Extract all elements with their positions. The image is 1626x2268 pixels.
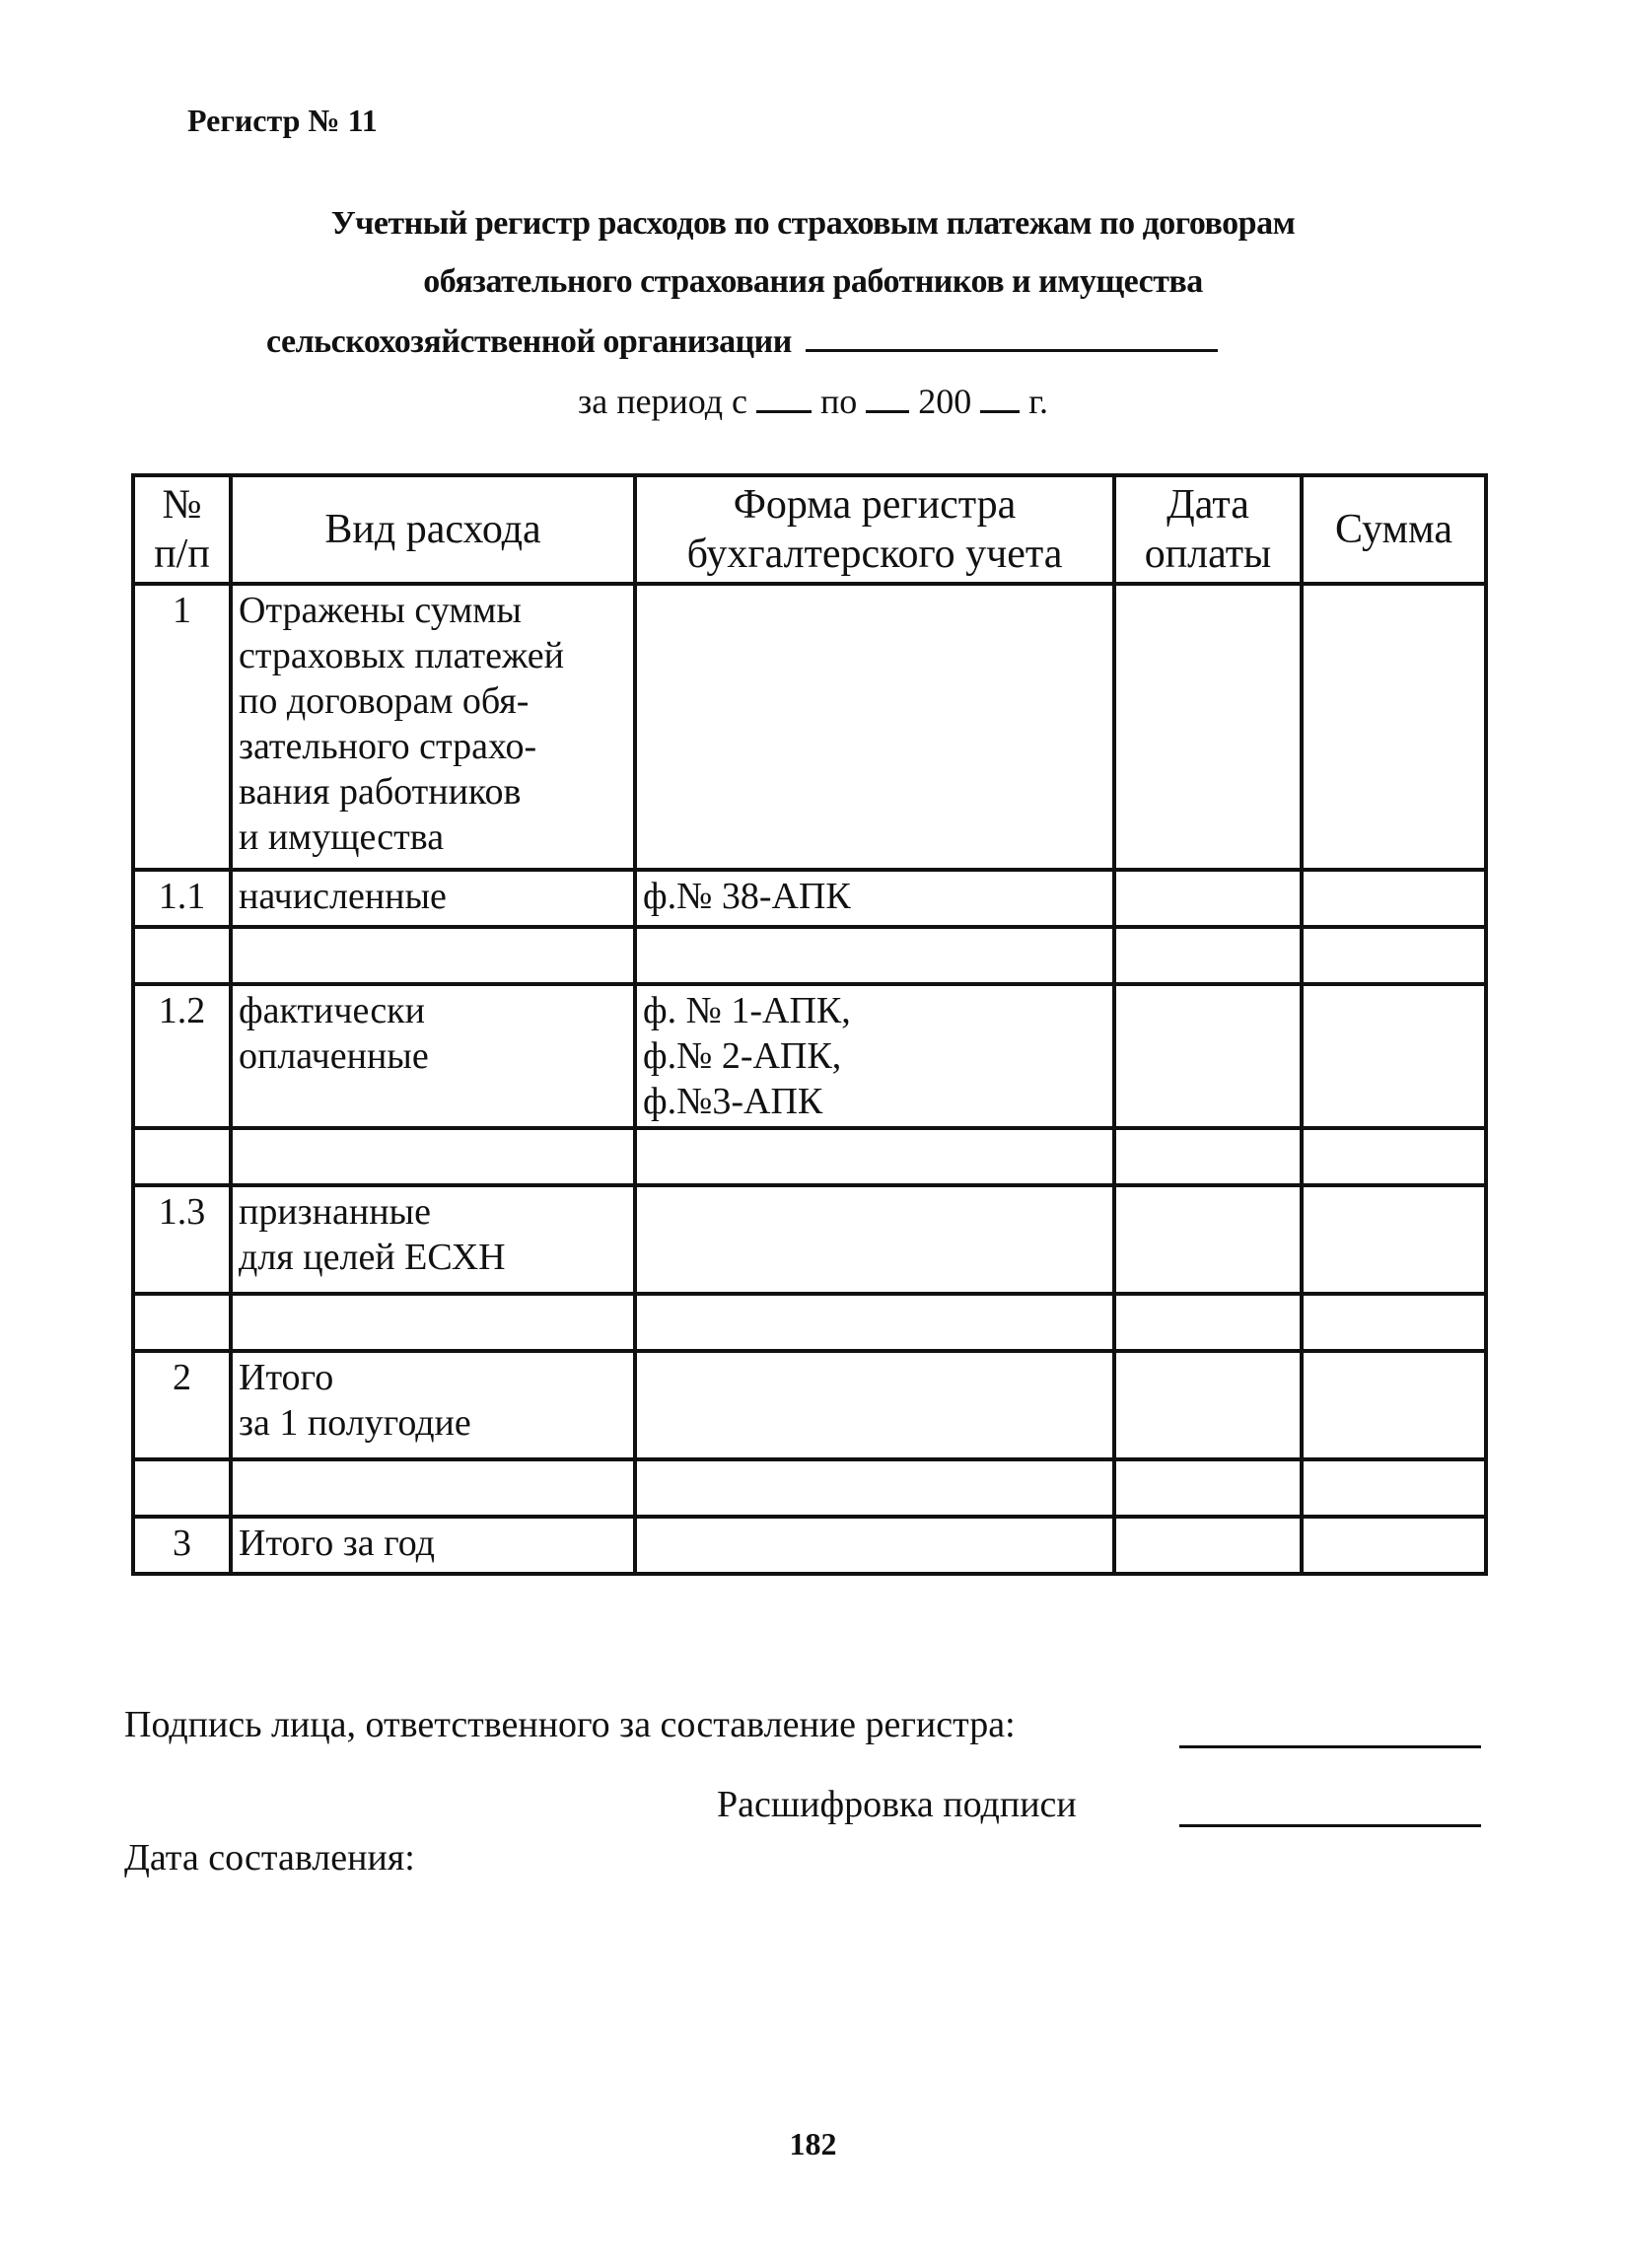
row-num[interactable] — [133, 1459, 231, 1517]
organization-blank[interactable] — [806, 321, 1218, 352]
row-type[interactable] — [231, 927, 635, 984]
row-num: 1.3 — [133, 1185, 231, 1294]
row-form[interactable] — [635, 927, 1114, 984]
row-num: 1.2 — [133, 984, 231, 1128]
row-date[interactable] — [1114, 984, 1302, 1128]
title-line-1: Учетный регистр расходов по страховым платежам по договорам — [330, 205, 1296, 242]
title-line-2: обязательного страхования работников и имущества — [423, 263, 1203, 300]
table-row — [133, 870, 1486, 927]
row-date[interactable] — [1114, 1185, 1302, 1294]
table-row-empty — [133, 1459, 1486, 1517]
row-num: 1 — [133, 584, 231, 870]
table-row-empty — [133, 1294, 1486, 1351]
row-num: 1.1 — [133, 870, 231, 927]
period-year-prefix: 200 — [918, 382, 972, 421]
col-header-type: Вид расхода — [231, 475, 635, 584]
row-sum[interactable] — [1302, 584, 1486, 870]
row-form: ф. № 1-АПК, ф.№ 2-АПК, ф.№3-АПК — [635, 984, 1114, 1128]
row-num[interactable] — [133, 927, 231, 984]
period-year-blank[interactable] — [980, 385, 1020, 413]
period-year-suffix: г. — [1028, 382, 1048, 421]
row-type: Итого за год — [231, 1517, 635, 1574]
row-num: 2 — [133, 1351, 231, 1459]
col-header-num: № п/п — [133, 475, 231, 584]
row-type: Итого за 1 полугодие — [231, 1351, 635, 1459]
period-from-blank[interactable] — [756, 385, 812, 413]
row-date[interactable] — [1114, 1351, 1302, 1459]
row-form[interactable] — [635, 1128, 1114, 1185]
row-date[interactable] — [1114, 1517, 1302, 1574]
row-sum[interactable] — [1302, 1128, 1486, 1185]
period-to-label: по — [819, 382, 858, 421]
row-sum[interactable] — [1302, 870, 1486, 927]
row-date[interactable] — [1114, 1459, 1302, 1517]
period-line — [0, 381, 1626, 422]
row-form[interactable] — [635, 584, 1114, 870]
table-row — [133, 584, 1486, 870]
page-number: 182 — [789, 2126, 837, 2162]
table-header-row — [133, 475, 1486, 584]
table-row-empty — [133, 1128, 1486, 1185]
row-sum[interactable] — [1302, 1185, 1486, 1294]
organization-label: сельскохозяйственной организации — [266, 323, 792, 360]
col-header-sum: Сумма — [1302, 475, 1486, 584]
row-sum[interactable] — [1302, 1351, 1486, 1459]
row-form[interactable] — [635, 1517, 1114, 1574]
row-type[interactable] — [231, 1459, 635, 1517]
row-num[interactable] — [133, 1294, 231, 1351]
row-form[interactable] — [635, 1351, 1114, 1459]
table-row-empty — [133, 927, 1486, 984]
row-date[interactable] — [1114, 584, 1302, 870]
register-label: Регистр № 11 — [187, 103, 378, 138]
signature-decode-line[interactable] — [1179, 1824, 1481, 1827]
row-num[interactable] — [133, 1128, 231, 1185]
row-sum[interactable] — [1302, 1517, 1486, 1574]
table-row — [133, 984, 1486, 1128]
signature-line[interactable] — [1179, 1745, 1481, 1748]
col-header-date: Дата оплаты — [1114, 475, 1302, 584]
table-row — [133, 1185, 1486, 1294]
row-type: начисленные — [231, 870, 635, 927]
register-table — [131, 473, 1488, 1576]
row-sum[interactable] — [1302, 1294, 1486, 1351]
row-date[interactable] — [1114, 1128, 1302, 1185]
row-type[interactable] — [231, 1294, 635, 1351]
row-form[interactable] — [635, 1294, 1114, 1351]
row-date[interactable] — [1114, 927, 1302, 984]
period-to-blank[interactable] — [866, 385, 909, 413]
row-sum[interactable] — [1302, 984, 1486, 1128]
signature-decode-label: Расшифровка подписи — [717, 1784, 1077, 1825]
table-row — [133, 1351, 1486, 1459]
row-type: фактически оплаченные — [231, 984, 635, 1128]
row-num: 3 — [133, 1517, 231, 1574]
row-form[interactable] — [635, 1185, 1114, 1294]
table-row — [133, 1517, 1486, 1574]
row-sum[interactable] — [1302, 927, 1486, 984]
row-type[interactable] — [231, 1128, 635, 1185]
row-date[interactable] — [1114, 870, 1302, 927]
row-type: Отражены суммы страховых платежей по договорам обя- зательного страхо- вания работников и имущества — [231, 584, 635, 870]
row-type: признанные для целей ЕСХН — [231, 1185, 635, 1294]
row-form[interactable] — [635, 1459, 1114, 1517]
signature-label: Подпись лица, ответственного за составление регистра: — [124, 1704, 1016, 1745]
period-prefix: за период с — [578, 382, 747, 421]
title-line-3 — [266, 321, 1218, 361]
row-date[interactable] — [1114, 1294, 1302, 1351]
row-form: ф.№ 38-АПК — [635, 870, 1114, 927]
col-header-form: Форма регистра бухгалтерского учета — [635, 475, 1114, 584]
row-sum[interactable] — [1302, 1459, 1486, 1517]
compilation-date-label: Дата составления: — [124, 1837, 415, 1878]
